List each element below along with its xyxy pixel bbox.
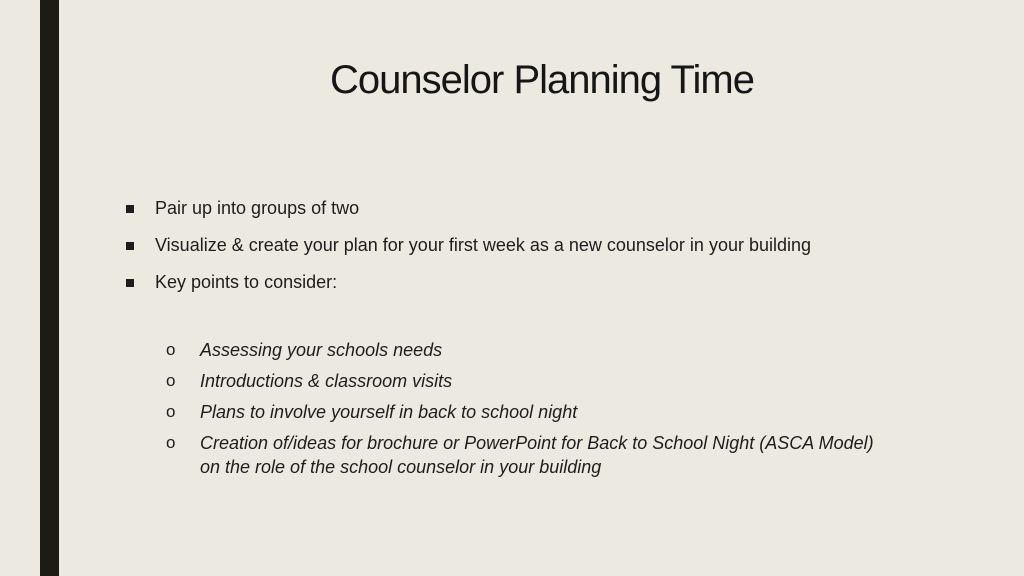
sub-bullet-text: Plans to involve yourself in back to school night (200, 402, 578, 422)
square-bullet-icon (126, 279, 134, 287)
bullet-list (124, 196, 984, 307)
decorative-side-bar (40, 0, 59, 576)
bullet-text: Key points to consider: (155, 272, 338, 292)
sub-bullet-list (166, 338, 886, 486)
circle-bullet-icon: o (166, 402, 176, 421)
sub-bullet-text: Creation of/ideas for brochure or PowerPoint for Back to School Night (ASCA Model) on the role of the school counselor in your building (200, 433, 874, 477)
bullet-text: Pair up into groups of two (155, 198, 360, 218)
bullet-item (124, 270, 984, 294)
sub-bullet-item (166, 338, 886, 362)
circle-bullet-icon: o (166, 340, 176, 359)
square-bullet-icon (126, 205, 134, 213)
circle-bullet-icon: o (166, 371, 176, 390)
bullet-item (124, 233, 984, 257)
sub-bullet-item (166, 431, 886, 479)
bullet-item (124, 196, 984, 220)
sub-bullet-item (166, 400, 886, 424)
slide-title: Counselor Planning Time (330, 58, 754, 102)
sub-bullet-item (166, 369, 886, 393)
square-bullet-icon (126, 242, 134, 250)
bullet-text: Visualize & create your plan for your first week as a new counselor in your building (155, 235, 812, 255)
sub-bullet-text: Assessing your schools needs (200, 340, 443, 360)
circle-bullet-icon: o (166, 433, 176, 452)
sub-bullet-text: Introductions & classroom visits (200, 371, 453, 391)
